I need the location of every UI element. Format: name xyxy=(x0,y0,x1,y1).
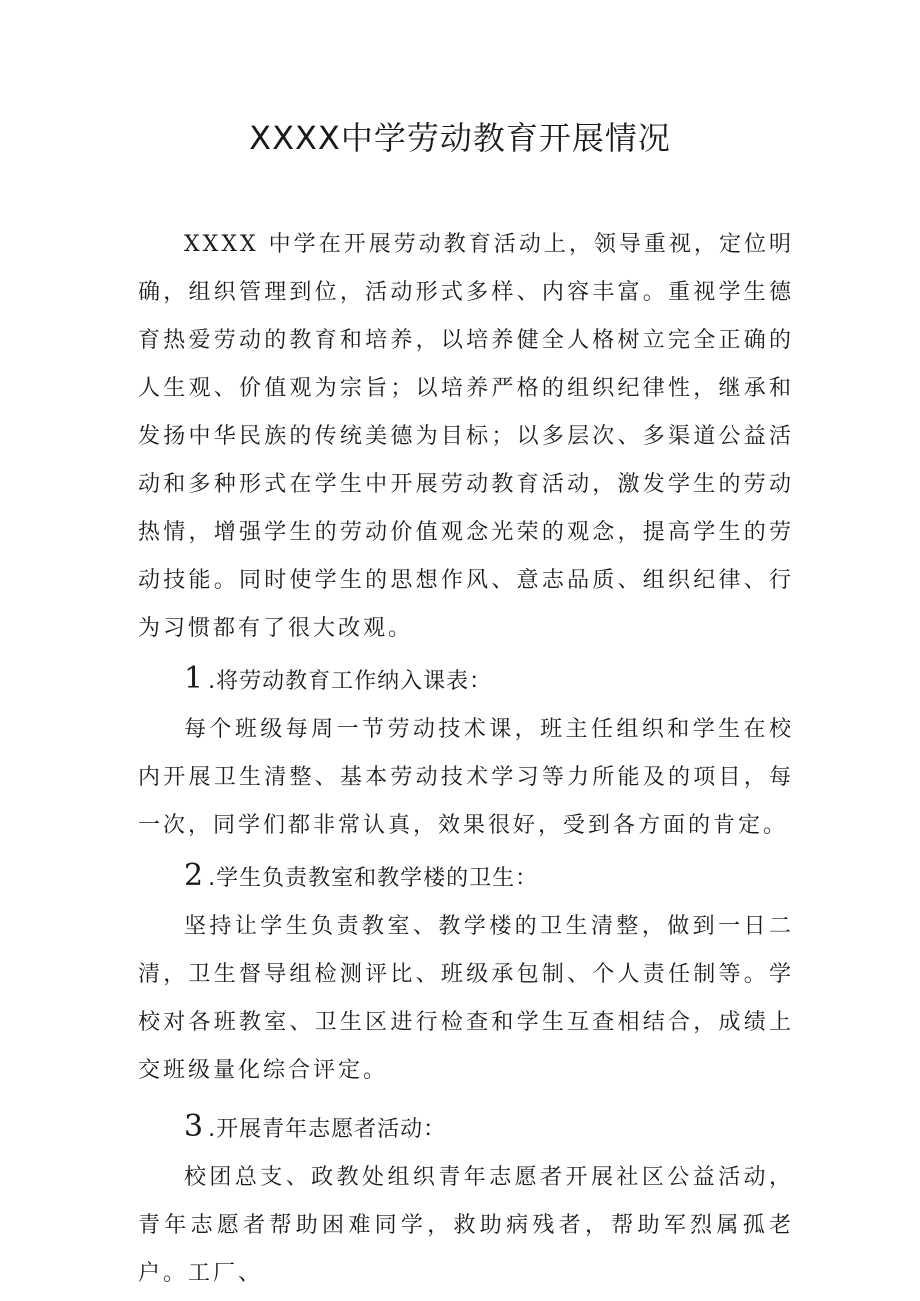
intro-paragraph: XXXX 中学在开展劳动教育活动上，领导重视，定位明确，组织管理到位，活动形式多样、内容丰富。重视学生德育热爱劳动的教育和培养，以培养健全人格树立完全正确的人生观、价值观为宗旨；以培养严格的组织纪律性，继承和发扬中华民族的传统美德为目标；以多层次、多渠道公益活动和多种形式在学生中开展劳动教育活动，激发学生的劳动热情，增强学生的劳动价值观念光荣的观念，提高学生的劳动技能。同时使学生的思想作风、意志品质、组织纪律、行为习惯都有了很大改观。 xyxy=(138,232,794,641)
section-1-number: 1 xyxy=(184,661,205,696)
section-3-body: 校团总支、政教处组织青年志愿者开展社区公益活动，青年志愿者帮助困难同学，救助病残者，帮助军烈属孤老户。工厂、 xyxy=(138,1165,794,1286)
section-1-body: 每个班级每周一节劳动技术课，班主任组织和学生在校内开展卫生清整、基本劳动技术学习等力所能及的项目，每一次，同学们都非常认真，效果很好，受到各方面的肯定。 xyxy=(138,717,794,838)
section-2-heading xyxy=(138,852,794,903)
document-title: XXXX中学劳动教育开展情况 xyxy=(249,119,671,157)
section-2-body: 坚持让学生负责教室、教学楼的卫生清整，做到一日二清，卫生督导组检测评比、班级承包制、个人责任制等。学校对各班教室、卫生区进行检查和学生互查相结合，成绩上交班级量化综合评定。 xyxy=(138,914,794,1083)
section-2-title: .学生负责教室和教学楼的卫生： xyxy=(208,866,539,891)
section-1-title: .将劳动教育工作纳入课表： xyxy=(208,669,493,694)
section-3-title: .开展青年志愿者活动： xyxy=(208,1117,447,1142)
section-1-heading xyxy=(138,655,794,706)
section-3-number: 3 xyxy=(184,1109,205,1144)
section-3-heading xyxy=(138,1103,794,1154)
document-body xyxy=(138,221,794,1298)
section-2-number: 2 xyxy=(184,858,205,893)
